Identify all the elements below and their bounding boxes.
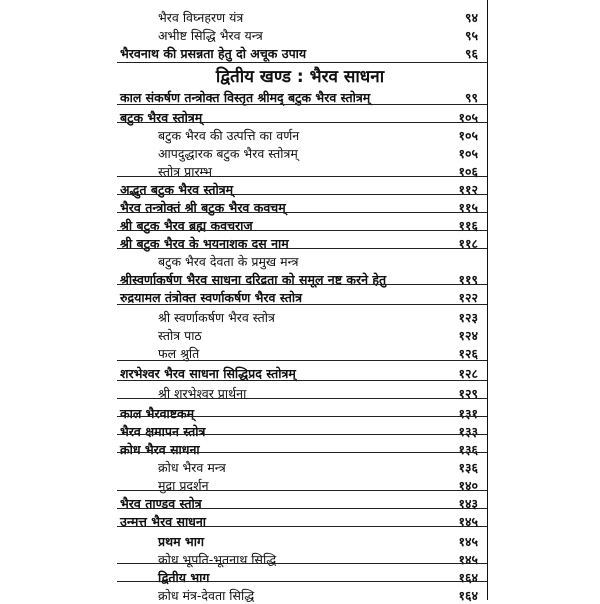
toc-divider [117, 398, 487, 399]
toc-divider [117, 526, 487, 527]
toc-entry-title: मुद्रा प्रदर्शन [158, 478, 209, 493]
toc-entry [0, 458, 600, 476]
toc-entry-page: १४३ [458, 496, 478, 511]
toc-entry-page: १६४ [458, 588, 478, 603]
toc-entry [0, 144, 600, 162]
toc-entry-page: १२९ [458, 386, 478, 401]
toc-entry-page: १३३ [458, 424, 478, 439]
toc-divider [117, 194, 487, 195]
toc-entry-page: १२८ [458, 366, 478, 381]
toc-entry-page: १२६ [458, 346, 478, 361]
toc-entry-title: द्वितीय भाग [158, 570, 210, 585]
toc-entry-page: ११५ [458, 200, 478, 215]
toc-entry [0, 162, 600, 180]
toc-entry-page: ११९ [458, 272, 478, 287]
toc-entry [0, 512, 600, 530]
toc-entry [0, 234, 600, 252]
toc-entry [0, 44, 600, 62]
toc-entry-page: १३६ [458, 460, 478, 475]
toc-entry-title: श्री बटुक भैरव ब्रह्म कवचराज [120, 218, 253, 233]
toc-divider [117, 284, 487, 285]
toc-entry-title: श्री बटुक भैरव के भयनाशक दस नाम [120, 236, 289, 251]
toc-divider [117, 581, 487, 582]
toc-divider [117, 490, 487, 491]
toc-entry-page: ९९ [464, 90, 478, 105]
toc-entry-page: १४५ [458, 552, 478, 567]
toc-entry-page: १२४ [458, 328, 478, 343]
toc-entry [0, 270, 600, 288]
toc-entry-title: काल भैरवाष्टकम् [120, 406, 195, 421]
toc-divider [117, 212, 487, 213]
toc-entry-title: रुद्रयामल तंत्रोक्त स्वर्णाकर्षण भैरव स्तोत्र [120, 290, 302, 305]
toc-entry [0, 494, 600, 512]
toc-divider [117, 563, 487, 564]
toc-entry-title: भैरव ताण्डव स्तोत्र [120, 496, 202, 511]
toc-divider [117, 176, 487, 177]
toc-entry [0, 384, 600, 402]
toc-entry-title: उन्मत्त भैरव साधना [120, 514, 207, 529]
toc-entry [0, 440, 600, 458]
toc-entry-title: भैरव तन्त्रोक्तं श्री बटुक भैरव कवचम् [120, 200, 286, 215]
toc-divider [117, 62, 487, 63]
toc-entry-page: १०५ [458, 146, 478, 161]
toc-entry-title: श्री शरभेश्वर प्रार्थना [158, 386, 247, 401]
toc-divider [117, 416, 487, 417]
toc-entry-page: १२२ [458, 290, 478, 305]
toc-entry-page: ९४ [464, 10, 478, 25]
toc-entry-title: श्री स्वर्णाकर्षण भैरव स्तोत्र [158, 310, 275, 325]
toc-entry-page: १४५ [458, 534, 478, 549]
toc-divider [117, 452, 487, 453]
section-title: द्वितीय खण्ड : भैरव साधना [215, 67, 385, 87]
toc-entry-title: स्तोत्र प्रारम्भ [158, 164, 213, 179]
toc-divider [117, 104, 487, 105]
toc-entry [0, 26, 600, 44]
toc-entry [0, 108, 600, 126]
toc-entry-title: फल श्रुति [158, 346, 200, 361]
toc-entry-title: प्रथम भाग [158, 534, 204, 549]
toc-entry-title: क्रोध भैरव मन्त्र [158, 460, 226, 475]
toc-entry-title: काल संकर्षण तन्त्रोक्त विस्तृत श्रीमद् बटुक भैरव स्तोत्रम् [120, 90, 371, 105]
toc-entry [0, 476, 600, 494]
toc-entry-title: बटुक भैरव की उत्पत्ति का वर्णन [158, 128, 300, 143]
toc-entry [0, 326, 600, 344]
toc-entry-page: ९६ [464, 46, 478, 61]
toc-entry-title: भैरवनाथ की प्रसन्नता हेतु दो अचूक उपाय [120, 46, 307, 61]
toc-entry [0, 586, 600, 604]
toc-entry-page: ९५ [464, 28, 478, 43]
toc-entry [0, 404, 600, 422]
toc-entry-title: बटुक भैरव देवता के प्रमुख मन्त्र [158, 254, 299, 269]
toc-divider [117, 360, 487, 361]
toc-entry-title: क्रोध मंत्र-देवता सिद्धि [158, 588, 255, 603]
toc-divider [117, 304, 487, 305]
toc-entry-title: श्रीस्वर्णाकर्षण भैरव साधना दरिद्रता को समूल नष्ट करने हेतु [120, 272, 387, 287]
toc-divider [117, 508, 487, 509]
toc-entry-title: स्तोत्र पाठ [158, 328, 202, 343]
toc-entry [0, 8, 600, 26]
toc-entry-title: आपदुद्धारक बटुक भैरव स्तोत्रम् [158, 146, 298, 161]
toc-divider [117, 434, 487, 435]
toc-divider [117, 230, 487, 231]
toc-entry-page: १३१ [458, 406, 478, 421]
toc-entry-title: क्रोध भूपति-भूतनाथ सिद्धि [158, 552, 277, 567]
toc-entry-page: १४० [458, 478, 478, 493]
toc-entry-page: १०६ [458, 164, 478, 179]
toc-entry [0, 308, 600, 326]
toc-divider [117, 380, 487, 381]
toc-entry-page: १३६ [458, 442, 478, 457]
toc-entry [0, 550, 600, 568]
toc-divider [117, 248, 487, 249]
toc-entry-title: अद्भुत बटुक भैरव स्तोत्रम् [120, 182, 234, 197]
toc-divider [117, 122, 487, 123]
toc-entry [0, 422, 600, 440]
toc-entry-title: क्रोध भैरव साधना [120, 442, 200, 457]
toc-entry [0, 198, 600, 216]
toc-entry-page: ११६ [458, 218, 478, 233]
toc-entry [0, 216, 600, 234]
toc-entry-title: बटुक भैरव स्तोत्रम् [120, 110, 203, 125]
toc-entry [0, 252, 600, 270]
toc-entry-page: १६४ [458, 570, 478, 585]
toc-entry-page: १०५ [458, 110, 478, 125]
toc-entry [0, 180, 600, 198]
toc-entry [0, 126, 600, 144]
toc-entry-title: भैरव विघ्नहरण यंत्र [158, 10, 244, 25]
toc-entry-page: १०५ [458, 128, 478, 143]
toc-entry-page: १४५ [458, 514, 478, 529]
toc-entry-title: भैरव क्षमापन स्तोत्र [120, 424, 206, 439]
toc-entry-page: १२३ [458, 310, 478, 325]
toc-entry-title: शरभेश्वर भैरव साधना सिद्धिप्रद स्तोत्रम् [120, 366, 296, 381]
toc-entry-page: ११२ [458, 182, 478, 197]
toc-entry [0, 568, 600, 586]
toc-entry-title: अभीष्ट सिद्धि भैरव यन्त्र [158, 28, 263, 43]
toc-entry-page: ११८ [458, 236, 478, 251]
toc-entry [0, 532, 600, 550]
